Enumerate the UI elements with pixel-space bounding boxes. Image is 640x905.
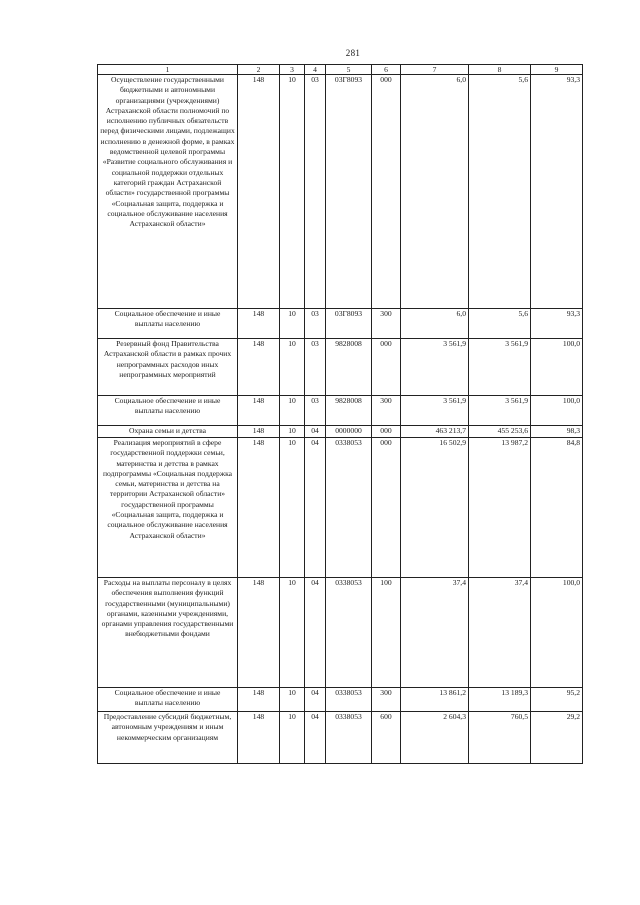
cell-col6: 600: [372, 712, 401, 764]
col-header-5: 5: [326, 65, 372, 75]
cell-col2: 148: [238, 578, 280, 688]
row-description: Расходы на выплаты персоналу в целях обеспечения выполнения функций государственными (муниципальными) органами, казенными учреждениями, органами управления государственными внебюджетными фондами: [98, 578, 238, 688]
cell-col3: 10: [280, 712, 305, 764]
cell-col2: 148: [238, 75, 280, 309]
cell-col4: 04: [305, 578, 326, 688]
cell-col8: 13 987,2: [469, 438, 531, 578]
cell-col5: 0338053: [326, 578, 372, 688]
cell-col8: 760,5: [469, 712, 531, 764]
cell-col3: 10: [280, 688, 305, 712]
cell-col4: 03: [305, 339, 326, 396]
table-row: [98, 578, 583, 688]
budget-table: [97, 64, 583, 764]
cell-col3: 10: [280, 339, 305, 396]
cell-col9: 29,2: [531, 712, 583, 764]
cell-col6: 000: [372, 339, 401, 396]
cell-col9: 84,8: [531, 438, 583, 578]
row-description: Реализация мероприятий в сфере государственной поддержки семьи, материнства и детства в рамках подпрограммы «Социальная поддержка семьи, материнства и детства на территории Астраханской области» государственной программы «Социальная защита, поддержка и социальное обслуживание населения Астраханской области»: [98, 438, 238, 578]
cell-col7: 2 604,3: [401, 712, 469, 764]
row-description: Социальное обеспечение и иные выплаты населению: [98, 688, 238, 712]
table-row: [98, 438, 583, 578]
cell-col6: 000: [372, 426, 401, 438]
page-number: 281: [345, 48, 361, 58]
cell-col5: 0338053: [326, 688, 372, 712]
cell-col5: 0338053: [326, 712, 372, 764]
cell-col4: 04: [305, 426, 326, 438]
table-row: [98, 396, 583, 426]
cell-col7: 3 561,9: [401, 339, 469, 396]
cell-col8: 5,6: [469, 309, 531, 339]
col-header-8: 8: [469, 65, 531, 75]
cell-col5: 03Г8093: [326, 309, 372, 339]
table-row: [98, 339, 583, 396]
col-header-9: 9: [531, 65, 583, 75]
cell-col5: 0338053: [326, 438, 372, 578]
cell-col8: 3 561,9: [469, 339, 531, 396]
cell-col2: 148: [238, 426, 280, 438]
cell-col7: 6,0: [401, 75, 469, 309]
cell-col7: 3 561,9: [401, 396, 469, 426]
row-description: Социальное обеспечение и иные выплаты населению: [98, 309, 238, 339]
cell-col4: 04: [305, 438, 326, 578]
cell-col9: 100,0: [531, 339, 583, 396]
cell-col7: 463 213,7: [401, 426, 469, 438]
cell-col9: 98,3: [531, 426, 583, 438]
cell-col5: 03Г8093: [326, 75, 372, 309]
cell-col9: 95,2: [531, 688, 583, 712]
cell-col6: 300: [372, 688, 401, 712]
row-description: Социальное обеспечение и иные выплаты населению: [98, 396, 238, 426]
row-description: Резервный фонд Правительства Астраханской области в рамках прочих непрограммных расходов иных непрограммных мероприятий: [98, 339, 238, 396]
cell-col6: 100: [372, 578, 401, 688]
row-description: Осуществление государственными бюджетными и автономными организациями (учреждениями) Астраханской области полномочий по исполнению публичных обязательств перед физическими лицами, подлежащих исполнению в денежной форме, в рамках ведомственной целевой программы «Развитие социального обслуживания и социальной поддержки отдельных категорий граждан Астраханской области» государственной программы «Социальная защита, поддержка и социальное обслуживание населения Астраханской области»: [98, 75, 238, 309]
cell-col6: 300: [372, 309, 401, 339]
cell-col9: 100,0: [531, 396, 583, 426]
cell-col9: 100,0: [531, 578, 583, 688]
cell-col5: 9828008: [326, 396, 372, 426]
cell-col2: 148: [238, 309, 280, 339]
cell-col4: 04: [305, 688, 326, 712]
cell-col4: 03: [305, 309, 326, 339]
cell-col3: 10: [280, 426, 305, 438]
cell-col5: 9828008: [326, 339, 372, 396]
cell-col8: 3 561,9: [469, 396, 531, 426]
cell-col7: 37,4: [401, 578, 469, 688]
table-row: [98, 426, 583, 438]
table-row: [98, 75, 583, 309]
cell-col4: 03: [305, 396, 326, 426]
cell-col4: 04: [305, 712, 326, 764]
cell-col7: 6,0: [401, 309, 469, 339]
cell-col2: 148: [238, 712, 280, 764]
table-row: [98, 712, 583, 764]
cell-col6: 000: [372, 438, 401, 578]
table-row: [98, 688, 583, 712]
cell-col2: 148: [238, 339, 280, 396]
cell-col8: 5,6: [469, 75, 531, 309]
table-row: [98, 309, 583, 339]
cell-col5: 0000000: [326, 426, 372, 438]
row-description: Предоставление субсидий бюджетным, автономным учреждениям и иным некоммерческим организациям: [98, 712, 238, 764]
cell-col3: 10: [280, 309, 305, 339]
cell-col6: 000: [372, 75, 401, 309]
row-description: Охрана семьи и детства: [98, 426, 238, 438]
cell-col2: 148: [238, 688, 280, 712]
cell-col4: 03: [305, 75, 326, 309]
col-header-2: 2: [238, 65, 280, 75]
cell-col7: 13 861,2: [401, 688, 469, 712]
cell-col3: 10: [280, 75, 305, 309]
cell-col7: 16 502,9: [401, 438, 469, 578]
col-header-7: 7: [401, 65, 469, 75]
cell-col9: 93,3: [531, 75, 583, 309]
cell-col3: 10: [280, 438, 305, 578]
cell-col3: 10: [280, 396, 305, 426]
cell-col8: 37,4: [469, 578, 531, 688]
cell-col2: 148: [238, 396, 280, 426]
cell-col8: 455 253,6: [469, 426, 531, 438]
header-row: [98, 65, 583, 75]
col-header-1: 1: [98, 65, 238, 75]
col-header-3: 3: [280, 65, 305, 75]
cell-col8: 13 189,3: [469, 688, 531, 712]
col-header-6: 6: [372, 65, 401, 75]
cell-col6: 300: [372, 396, 401, 426]
cell-col2: 148: [238, 438, 280, 578]
cell-col3: 10: [280, 578, 305, 688]
cell-col9: 93,3: [531, 309, 583, 339]
col-header-4: 4: [305, 65, 326, 75]
